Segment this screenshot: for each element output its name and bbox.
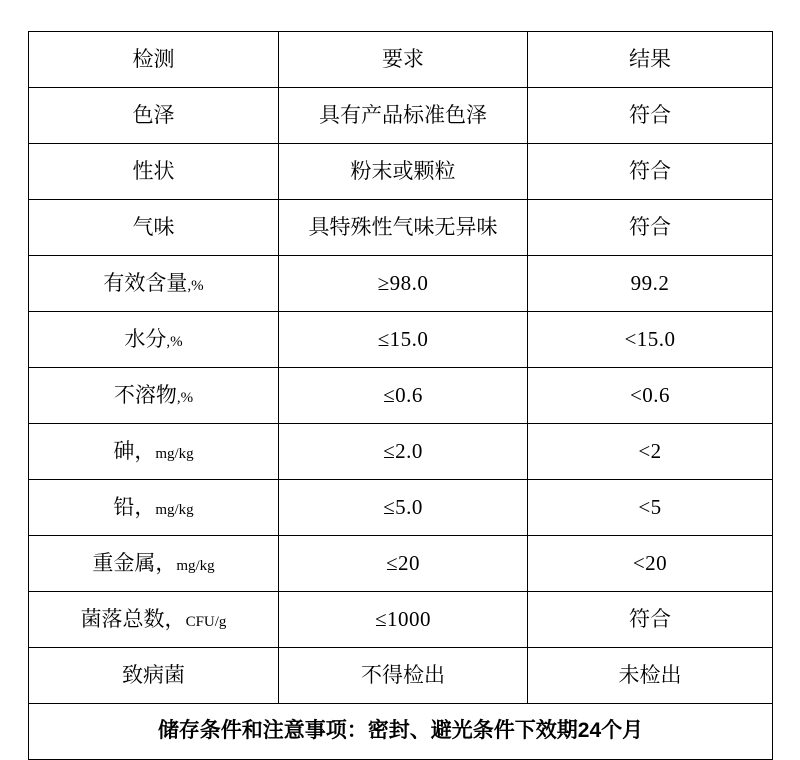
item-label: 色泽 [132,103,175,128]
cell-item [29,648,279,704]
cell-requirement [279,480,528,536]
item-unit: ,% [176,390,194,407]
table-row [29,144,773,200]
cell-result [528,536,773,592]
result-value: 符合 [629,103,671,128]
item-unit: mg/kg [155,502,194,519]
header-cell-result [528,32,773,88]
cell-result [528,424,773,480]
cell-result [528,144,773,200]
requirement-value: ≤5.0 [383,495,423,520]
cell-result [528,256,773,312]
cell-item [29,480,279,536]
item-label: 水分 [124,327,167,352]
header-cell-item [29,32,279,88]
requirement-value: ≤0.6 [383,383,423,408]
requirement-value: ≤15.0 [377,327,429,352]
cell-item [29,312,279,368]
cell-requirement [279,368,528,424]
result-value: 99.2 [630,271,670,296]
cell-requirement [279,144,528,200]
requirement-value: ≥98.0 [377,271,429,296]
cell-requirement [279,648,528,704]
cell-result [528,312,773,368]
item-label: 有效含量 [103,271,188,296]
requirement-value: 不得检出 [361,663,445,688]
cell-result [528,480,773,536]
cell-item [29,592,279,648]
item-unit: CFU/g [185,614,227,631]
table-row [29,88,773,144]
result-value: <0.6 [629,383,671,408]
cell-requirement [279,592,528,648]
cell-requirement [279,424,528,480]
cell-item [29,144,279,200]
result-value: <5 [638,495,662,520]
result-value: <20 [632,551,668,576]
table-header-row [29,32,773,88]
result-value: 符合 [629,215,671,240]
item-unit: ,% [166,334,183,351]
spec-table-container [28,31,772,760]
item-label: 气味 [132,215,175,240]
item-unit: ,% [187,278,204,295]
item-label: 重金属， [92,551,177,576]
cell-requirement [279,88,528,144]
cell-item [29,200,279,256]
header-result-label: 结果 [629,47,671,72]
cell-result [528,648,773,704]
table-row [29,368,773,424]
item-label: 致病菌 [122,663,185,688]
item-label: 不溶物 [113,383,177,408]
cell-requirement [279,256,528,312]
cell-result [528,368,773,424]
table-row [29,592,773,648]
storage-note-cell [29,704,773,760]
result-value: 符合 [629,159,671,184]
table-row [29,256,773,312]
cell-item [29,368,279,424]
item-label: 性状 [132,159,175,184]
table-row [29,480,773,536]
storage-note-text: 储存条件和注意事项：密封、避光条件下效期24个月 [157,719,644,743]
requirement-value: ≤2.0 [383,439,423,464]
cell-requirement [279,312,528,368]
requirement-value: ≤20 [385,551,421,576]
cell-requirement [279,200,528,256]
table-row [29,536,773,592]
cell-item [29,256,279,312]
header-cell-requirement [279,32,528,88]
requirement-value: 具有产品标准色泽 [319,103,487,128]
cell-requirement [279,536,528,592]
table-row [29,200,773,256]
cell-item [29,424,279,480]
table-row [29,312,773,368]
result-value: 未检出 [618,663,682,688]
table-body [29,32,773,760]
cell-result [528,88,773,144]
requirement-value: ≤1000 [374,607,432,632]
inspection-spec-table [28,31,773,760]
result-value: 符合 [629,607,671,632]
cell-item [29,536,279,592]
requirement-value: 粉末或颗粒 [350,159,456,184]
item-label: 菌落总数， [80,607,186,632]
item-unit: mg/kg [176,558,215,575]
header-requirement-label: 要求 [382,47,424,72]
item-label: 铅， [113,495,156,520]
cell-result [528,200,773,256]
cell-result [528,592,773,648]
table-row [29,424,773,480]
header-item-label: 检测 [132,47,175,72]
table-row [29,648,773,704]
result-value: <15.0 [624,327,676,352]
item-label: 砷， [113,439,156,464]
requirement-value: 具特殊性气味无异味 [308,215,498,240]
result-value: <2 [638,439,662,464]
cell-item [29,88,279,144]
table-footer-row [29,704,773,760]
item-unit: mg/kg [155,446,194,463]
